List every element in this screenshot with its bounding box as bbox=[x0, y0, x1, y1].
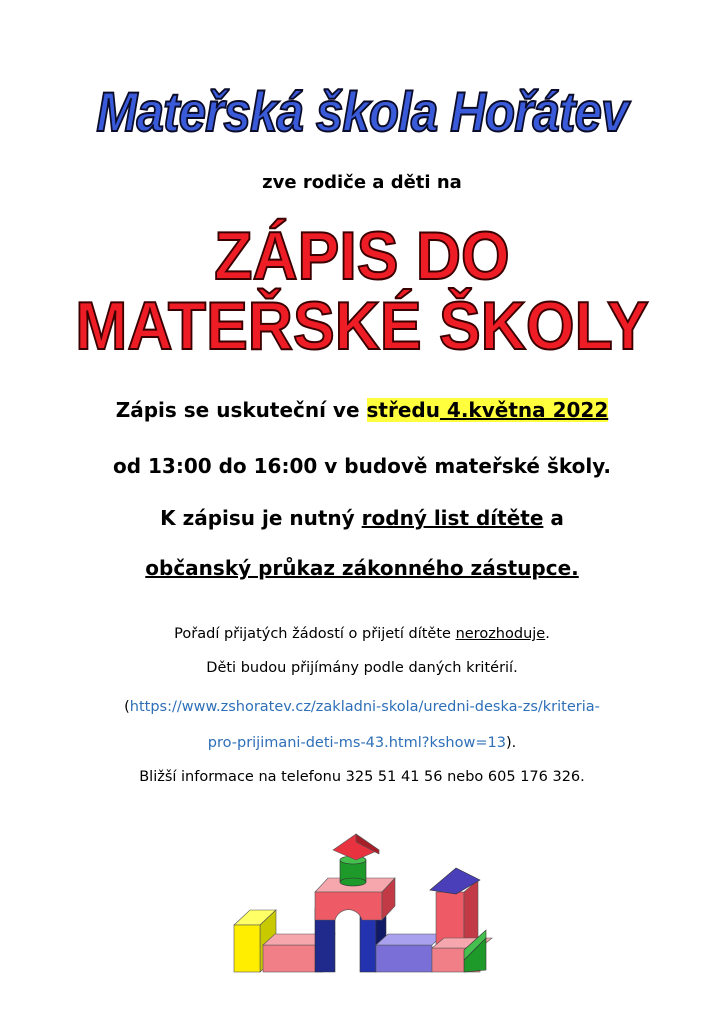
date-day-highlight: středu bbox=[366, 398, 440, 422]
id-card-line bbox=[0, 556, 724, 580]
info-order-underlined: nerozhoduje bbox=[455, 626, 546, 642]
info-criteria-line: Děti budou přijímány podle daných kritérií. bbox=[206, 660, 518, 676]
documents-line bbox=[0, 506, 724, 530]
green-cylinder bbox=[340, 856, 366, 886]
criteria-link-part-1[interactable]: https://www.zshoratev.cz/zakladni-skola/uredni-deska-zs/kriteria- bbox=[129, 699, 600, 715]
criteria-link-line-1 bbox=[0, 699, 724, 715]
headline-line-1: ZÁPIS DO bbox=[214, 218, 510, 294]
time-place-line: od 13:00 do 16:00 v budově mateřské školy. bbox=[112, 454, 612, 478]
invite-text: zve rodiče a děti na bbox=[262, 172, 462, 193]
criteria-link-part-2[interactable]: pro-prijimani-deti-ms-43.html?kshow=13 bbox=[207, 735, 506, 751]
birth-certificate: rodný list dítěte bbox=[361, 506, 544, 530]
info-order-suffix: . bbox=[545, 626, 550, 642]
info-order-prefix: Pořadí přijatých žádostí o přijetí dítěte bbox=[174, 626, 456, 642]
red-roof bbox=[333, 834, 379, 860]
id-card: občanský průkaz zákonného zástupce. bbox=[145, 556, 579, 580]
school-title: Mateřská škola Hořátev bbox=[96, 80, 628, 143]
date-highlight: 4.května 2022 bbox=[439, 398, 609, 422]
documents-suffix: a bbox=[543, 506, 564, 530]
headline-line-2: MATEŘSKÉ ŠKOLY bbox=[75, 288, 649, 364]
date-prefix: Zápis se uskuteční ve bbox=[115, 398, 367, 422]
documents-prefix: K zápisu je nutný bbox=[160, 506, 362, 530]
criteria-link-line-2 bbox=[0, 735, 724, 751]
link-close-paren: ). bbox=[505, 735, 517, 751]
contact-line: Bližší informace na telefonu 325 51 41 56 nebo 605 176 326. bbox=[139, 769, 585, 785]
date-line bbox=[0, 398, 724, 422]
link-open-paren: ( bbox=[124, 699, 130, 715]
info-order-line bbox=[0, 626, 724, 642]
toy-blocks-icon bbox=[0, 820, 724, 990]
